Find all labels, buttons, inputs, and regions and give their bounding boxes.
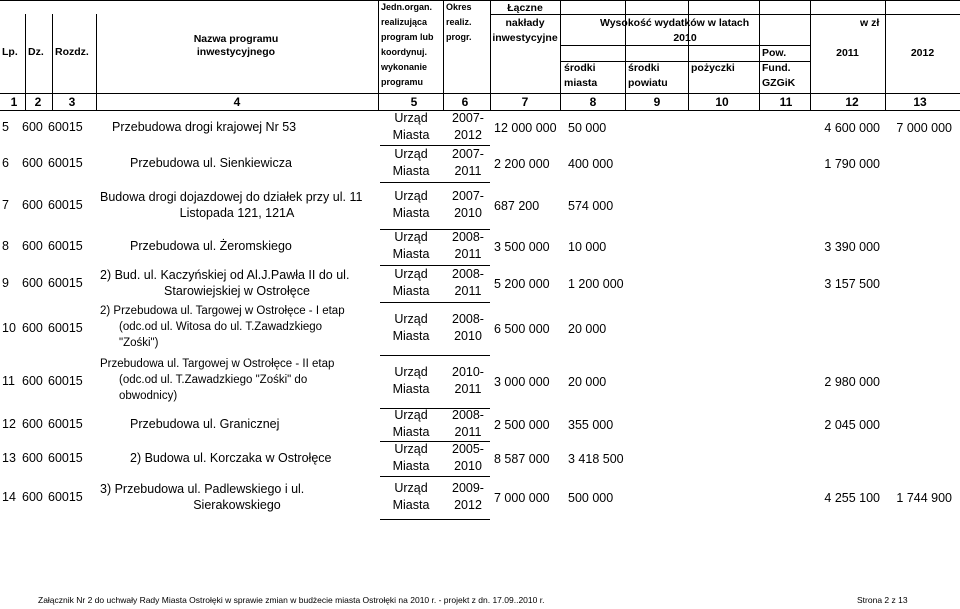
- row-unit: Urząd: [394, 230, 428, 244]
- row-separator-line: [380, 476, 490, 477]
- row-total-outlay: 2 200 000: [494, 156, 550, 171]
- header-laczne-1: Łączne: [507, 2, 543, 14]
- row-year-2011: 1 790 000: [824, 156, 880, 171]
- column-number: 10: [715, 95, 729, 109]
- row-dz: 600: [22, 320, 43, 335]
- footer-page-number: Strona 2 z 13: [857, 595, 908, 605]
- row-program-name: Przebudowa ul. Żeromskiego: [130, 239, 292, 253]
- row-rozdz: 60015: [48, 239, 83, 253]
- footer-note: Załącznik Nr 2 do uchwały Rady Miasta Ostrołęki w sprawie zmian w budżecie miasta Ostrołęki na 2010 r. - projekt z dn. 17.09..2010 r.: [38, 595, 545, 605]
- row-dz: 600: [22, 450, 43, 465]
- header-pow-2: Fund.: [762, 62, 791, 74]
- row-year-2011: 4 255 100: [824, 490, 880, 505]
- header-pow-1: Pow.: [762, 47, 787, 59]
- header-rozdz: Rozdz.: [55, 46, 89, 58]
- row-unit: Miasta: [392, 328, 430, 343]
- header-laczne-3: inwestycyjne: [492, 32, 558, 44]
- row-unit: Miasta: [392, 163, 430, 178]
- row-period: 2011: [454, 424, 482, 439]
- header-okres-3: progr.: [446, 32, 472, 42]
- header-okres-2: realiz.: [446, 17, 472, 27]
- header-top-line: [0, 0, 960, 1]
- column-number: 11: [779, 95, 793, 109]
- row-total-outlay: 7 000 000: [494, 490, 550, 505]
- row-unit: Miasta: [392, 128, 430, 142]
- row-period: 2010: [454, 458, 482, 473]
- row-lp: 6: [2, 155, 9, 170]
- row-period: 2011: [454, 283, 482, 298]
- row-period: 2010-: [452, 364, 484, 379]
- row-unit: Miasta: [392, 283, 430, 298]
- row-lp: 5: [2, 120, 9, 134]
- row-srodki-miasta: 20 000: [568, 374, 607, 389]
- row-total-outlay: 2 500 000: [494, 417, 550, 432]
- row-year-2011: 2 980 000: [824, 374, 880, 389]
- row-total-outlay: 5 200 000: [494, 276, 550, 291]
- column-number: 1: [10, 95, 18, 109]
- row-dz: 600: [22, 197, 43, 212]
- row-unit: Urząd: [394, 480, 428, 495]
- row-rozdz: 60015: [48, 320, 83, 335]
- row-year-2011: 2 045 000: [824, 417, 880, 432]
- column-number: 13: [913, 95, 927, 109]
- row-dz: 600: [22, 155, 43, 170]
- row-srodki-miasta: 50 000: [568, 121, 607, 135]
- row-period: 2008-: [452, 230, 484, 244]
- row-program-name: Budowa drogi dojazdowej do działek przy ul. 11: [100, 189, 363, 204]
- row-program-name: Przebudowa ul. Targowej w Ostrołęce - II etap: [100, 357, 335, 370]
- row-lp: 11: [2, 373, 15, 388]
- header-year-2010: 2010: [673, 32, 697, 44]
- row-program-name: (odc.od ul. Witosa do ul. T.Zawadzkiego: [119, 320, 323, 333]
- row-unit: Urząd: [394, 266, 428, 281]
- header-srodki-miasta-2: miasta: [564, 77, 598, 89]
- header-column-line: [378, 0, 379, 110]
- row-separator-line: [380, 302, 490, 303]
- row-period: 2007-: [452, 188, 484, 203]
- row-unit: Urząd: [394, 407, 428, 422]
- column-number: 2: [34, 95, 42, 109]
- header-column-line: [759, 0, 760, 110]
- row-program-name: "Zośki"): [119, 336, 159, 349]
- row-period: 2011: [454, 247, 482, 261]
- row-program-name: 2) Bud. ul. Kaczyńskiej od Al.J.Pawła II do ul.: [100, 267, 350, 282]
- row-program-name: Przebudowa ul. Granicznej: [130, 416, 280, 431]
- row-srodki-miasta: 10 000: [568, 240, 607, 254]
- column-number: 12: [845, 95, 859, 109]
- row-total-outlay: 6 500 000: [494, 321, 550, 336]
- row-year-2012: 1 744 900: [896, 490, 952, 505]
- row-unit: Miasta: [392, 205, 430, 220]
- row-period: 2012: [454, 128, 482, 142]
- row-year-2011: 3 157 500: [824, 276, 880, 291]
- row-total-outlay: 3 000 000: [494, 374, 550, 389]
- row-program-name: Sierakowskiego: [193, 497, 281, 512]
- row-srodki-miasta: 1 200 000: [568, 276, 624, 291]
- row-lp: 7: [2, 197, 9, 212]
- row-unit: Urząd: [394, 146, 428, 161]
- row-year-2011: 3 390 000: [824, 240, 880, 254]
- row-program-name: (odc.od ul. T.Zawadzkiego "Zośki" do: [119, 373, 308, 386]
- row-period: 2009-: [452, 480, 484, 495]
- header-nazwa-1: Nazwa programu: [193, 33, 279, 45]
- header-okres-1: Okres: [446, 2, 472, 12]
- row-separator-line: [380, 145, 490, 146]
- row-srodki-miasta: 3 418 500: [568, 451, 624, 466]
- row-rozdz: 60015: [48, 155, 83, 170]
- row-separator-line: [380, 182, 490, 183]
- header-srodki-powiatu-1: środki: [628, 62, 660, 74]
- row-srodki-miasta: 355 000: [568, 417, 614, 432]
- header-jedn-1: Jedn.organ.: [381, 2, 433, 12]
- column-number: 7: [521, 95, 529, 109]
- column-number: 4: [233, 95, 241, 109]
- row-program-name: Przebudowa drogi krajowej Nr 53: [112, 120, 297, 134]
- header-jedn-4: koordynuj.: [381, 47, 428, 57]
- row-unit: Miasta: [392, 381, 430, 396]
- header-srodki-miasta-1: środki: [564, 62, 596, 74]
- row-separator-line: [380, 265, 490, 266]
- row-unit: Miasta: [392, 424, 430, 439]
- row-unit: Miasta: [392, 458, 430, 473]
- row-period: 2010: [454, 205, 482, 220]
- header-pow-3: GZGiK: [762, 77, 796, 89]
- row-dz: 600: [22, 416, 43, 431]
- row-unit: Urząd: [394, 111, 428, 125]
- row-dz: 600: [22, 275, 43, 290]
- header-column-line: [490, 0, 491, 110]
- row-unit: Urząd: [394, 441, 428, 456]
- header-srodki-powiatu-2: powiatu: [628, 77, 668, 89]
- row-program-name: obwodnicy): [119, 389, 178, 402]
- header-wysokosc: Wysokość wydatków w latach: [600, 17, 750, 29]
- row-period: 2008-: [452, 266, 484, 281]
- row-program-name: Starowiejskiej w Ostrołęce: [164, 283, 310, 298]
- row-lp: 13: [2, 450, 16, 465]
- row-period: 2008-: [452, 407, 484, 422]
- header-wzl: w zł: [860, 17, 880, 29]
- row-rozdz: 60015: [48, 450, 83, 465]
- header-pozyczki: pożyczki: [691, 62, 735, 74]
- row-period: 2011: [454, 163, 482, 178]
- row-unit: Miasta: [392, 497, 430, 512]
- row-program-name: 2) Budowa ul. Korczaka w Ostrołęce: [130, 450, 332, 465]
- row-year-2012: 7 000 000: [896, 121, 952, 135]
- row-lp: 14: [2, 489, 16, 504]
- row-period: 2011: [454, 381, 482, 396]
- row-srodki-miasta: 400 000: [568, 156, 614, 171]
- header-laczne-2: nakłady: [505, 17, 545, 29]
- row-period: 2007-: [452, 111, 484, 125]
- row-program-name: 2) Przebudowa ul. Targowej w Ostrołęce - I etap: [100, 304, 345, 317]
- header-jedn-5: wykonanie: [381, 62, 428, 72]
- row-rozdz: 60015: [48, 275, 83, 290]
- row-program-name: 3) Przebudowa ul. Padlewskiego i ul.: [100, 481, 305, 496]
- row-dz: 600: [22, 489, 43, 504]
- row-rozdz: 60015: [48, 120, 83, 134]
- row-unit: Urząd: [394, 364, 428, 379]
- row-lp: 10: [2, 320, 16, 335]
- header-year-2012: 2012: [910, 47, 935, 59]
- row-dz: 600: [22, 373, 43, 388]
- row-rozdz: 60015: [48, 489, 83, 504]
- row-period: 2008-: [452, 311, 484, 326]
- header-column-line: [560, 0, 561, 110]
- header-jedn-2: realizująca: [381, 17, 428, 27]
- row-rozdz: 60015: [48, 197, 83, 212]
- row-separator-line: [380, 355, 490, 356]
- row-year-2011: 4 600 000: [824, 121, 880, 135]
- row-srodki-miasta: 20 000: [568, 321, 607, 336]
- row-dz: 600: [22, 239, 43, 253]
- header-2010-line: [560, 45, 810, 46]
- column-number: 9: [653, 95, 661, 109]
- header-nazwa-2: inwestycyjnego: [196, 46, 276, 58]
- row-rozdz: 60015: [48, 416, 83, 431]
- row-lp: 12: [2, 416, 16, 431]
- row-unit: Miasta: [392, 247, 430, 261]
- header-dz: Dz.: [28, 46, 44, 58]
- row-total-outlay: 12 000 000: [494, 121, 557, 135]
- row-separator-line: [380, 519, 490, 520]
- header-jedn-6: programu: [381, 77, 424, 87]
- row-total-outlay: 8 587 000: [494, 451, 550, 466]
- row-rozdz: 60015: [48, 373, 83, 388]
- row-program-name: Przebudowa ul. Sienkiewicza: [130, 155, 292, 170]
- row-lp: 9: [2, 275, 9, 290]
- row-total-outlay: 687 200: [494, 198, 540, 213]
- row-period: 2005-: [452, 441, 484, 456]
- header-lp: Lp.: [2, 46, 18, 58]
- row-unit: Urząd: [394, 311, 428, 326]
- row-srodki-miasta: 500 000: [568, 490, 614, 505]
- row-unit: Urząd: [394, 188, 428, 203]
- column-number: 6: [461, 95, 469, 109]
- row-total-outlay: 3 500 000: [494, 240, 550, 254]
- row-period: 2012: [454, 497, 482, 512]
- row-srodki-miasta: 574 000: [568, 198, 614, 213]
- row-lp: 8: [2, 239, 9, 253]
- row-dz: 600: [22, 120, 43, 134]
- header-column-line: [96, 14, 97, 110]
- header-year-2011: 2011: [836, 47, 859, 59]
- column-number: 3: [68, 95, 76, 109]
- header-jedn-3: program lub: [381, 32, 434, 42]
- row-period: 2010: [454, 328, 482, 343]
- header-bottom-line: [0, 93, 960, 94]
- column-number: 8: [589, 95, 597, 109]
- row-period: 2007-: [452, 146, 484, 161]
- header-column-line: [443, 0, 444, 110]
- row-program-name: Listopada 121, 121A: [179, 205, 295, 220]
- column-number: 5: [410, 95, 418, 109]
